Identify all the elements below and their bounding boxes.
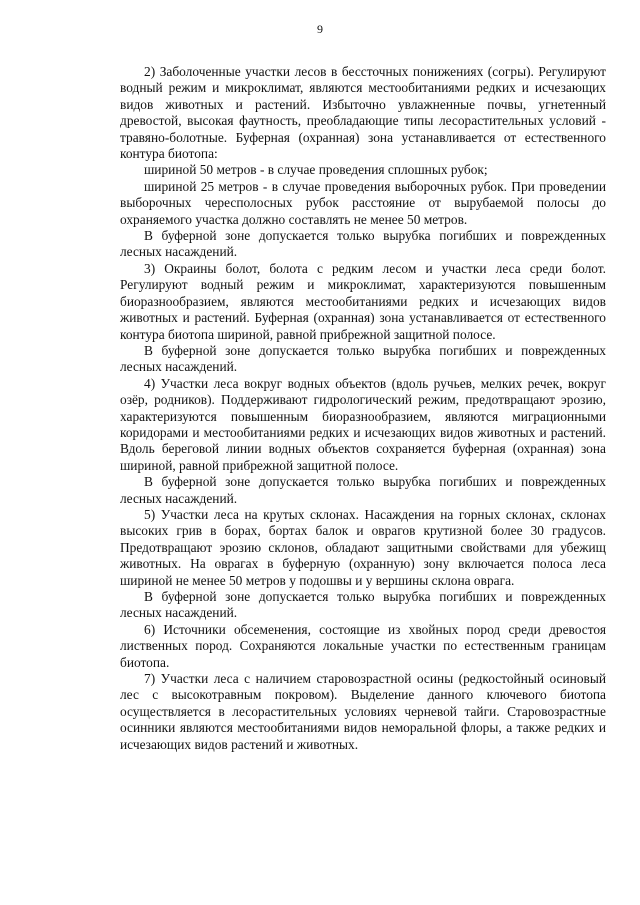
paragraph: 2) Заболоченные участки лесов в бессточных понижениях (согры). Регулируют водный режим и микроклимат, являются местообитаниями редких и исчезающих видов животных и растений. Избыточно увлажненные почвы, угнетенный древостой, высокая фаутность, преобладающие типы лесорастительных условий - травяно-болотные. Буферная (охранная) зона устанавливается от естественного контура биотопа: (120, 64, 606, 162)
paragraph: 5) Участки леса на крутых склонах. Насаждения на горных склонах, склонах высоких грив в борах, бортах балок и оврагов крутизной более 30 градусов. Предотвращают эрозию склонов, обладают защитными свойствами для убежищ животных. На оврагах в буферную (охранную) зону включается полоса леса шириной не менее 50 метров у подошвы и у вершины склона оврага. (120, 506, 606, 588)
paragraph: В буферной зоне допускается только вырубка погибших и поврежденных лесных насаждений. (120, 228, 606, 260)
paragraph: В буферной зоне допускается только вырубка погибших и поврежденных лесных насаждений. (120, 589, 606, 621)
paragraph: шириной 50 метров - в случае проведения сплошных рубок; (144, 162, 488, 178)
paragraph: 7) Участки леса с наличием старовозрастной осины (редкостойный осиновый лес с высокотравным покровом). Выделение данного ключевого биотопа осуществляется в лесорастительных условиях черневой тайги. Старовозрастные осинники являются местообитаниями видов неморальной флоры, а также редких и исчезающих видов растений и животных. (120, 671, 606, 752)
paragraph: В буферной зоне допускается только вырубка погибших и поврежденных лесных насаждений. (120, 474, 606, 506)
paragraph: 6) Источники обсеменения, состоящие из хвойных пород среди древостоя лиственных пород. Сохраняются локальные участки по естественным границам биотопа. (120, 621, 606, 670)
paragraph: В буферной зоне допускается только вырубка погибших и поврежденных лесных насаждений. (120, 342, 606, 375)
paragraph: шириной 25 метров - в случае проведения выборочных рубок. При проведении выборочных чересполосных рубок расстояние от вырубаемой полосы до охраняемого участка должно составлять не менее 50 метров. (120, 178, 606, 227)
paragraph: 3) Окраины болот, болота с редким лесом и участки леса среди болот. Регулируют водный режим и микроклимат, характеризуются повышенным биоразнообразием, являются местообитаниями редких и исчезающих видов животных и растений. Буферная (охранная) зона устанавливается от естественного контура биотопа шириной, равной прибрежной защитной полосе. (120, 260, 606, 342)
paragraph: 4) Участки леса вокруг водных объектов (вдоль ручьев, мелких речек, вокруг озёр, родников). Поддерживают гидрологический режим, предотвращают эрозию, характеризуются повышенным биоразнообразием, являются миграционными коридорами и местообитаниями редких и исчезающих видов животных и растений. Вдоль береговой линии водных объектов сохраняется буферная (охранная) зона шириной, равной прибрежной защитной полосе. (120, 375, 606, 473)
document-body (120, 64, 606, 753)
page-number: 9 (317, 22, 323, 36)
